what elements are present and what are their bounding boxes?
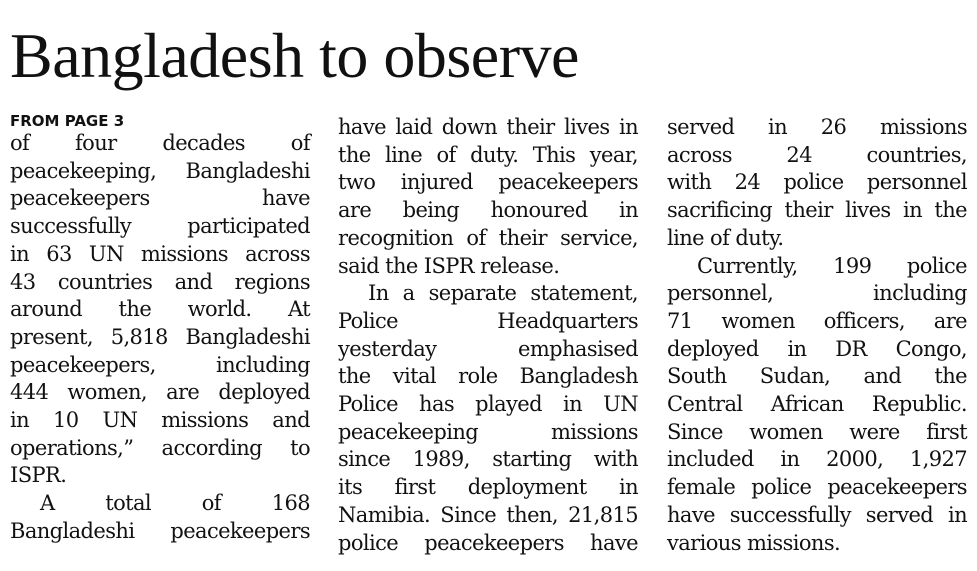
text-line: yesterday emphasised — [338, 336, 638, 361]
text-line: Since women were first — [667, 419, 967, 444]
text-line: across 24 countries, — [667, 142, 967, 167]
text-line: successfully participated — [10, 214, 310, 239]
paragraph — [667, 253, 967, 558]
text-line: police peacekeepers have — [338, 530, 638, 555]
text-line: Currently, 199 police — [697, 253, 967, 278]
text-line: operations,” according to — [10, 435, 310, 460]
text-line: since 1989, starting with — [338, 447, 638, 472]
text-line: A total of 168 — [40, 491, 310, 516]
text-line: in 63 UN missions across — [10, 241, 310, 266]
text-line: Police Headquarters — [338, 308, 638, 333]
column-2-text — [338, 114, 638, 557]
text-line: 43 countries and regions — [10, 269, 310, 294]
text-line: in 10 UN missions and — [10, 408, 310, 433]
text-line: South Sudan, and the — [667, 364, 967, 389]
column-1-text — [10, 130, 310, 546]
text-line: Central African Republic. — [667, 392, 967, 417]
text-line: Namibia. Since then, 21,815 — [338, 502, 638, 527]
text-line: peacekeepers have — [10, 186, 310, 211]
text-line: have laid down their lives in — [338, 115, 638, 139]
text-line: present, 5,818 Bangladeshi — [10, 324, 310, 349]
text-line: various missions. — [667, 530, 841, 555]
text-line: recognition of their service, — [338, 225, 638, 250]
text-line: peacekeeping, Bangladeshi — [10, 158, 310, 183]
kicker-from-page: FROM PAGE 3 — [10, 112, 125, 130]
text-line: personnel, including — [667, 281, 967, 306]
paragraph — [667, 114, 967, 253]
text-line: Bangladeshi peacekeepers — [10, 518, 310, 543]
text-line: the line of duty. This year, — [338, 142, 638, 167]
paragraph — [10, 490, 310, 545]
text-line: 444 women, are deployed — [10, 380, 310, 405]
text-line: sacrificing their lives in the — [667, 198, 967, 223]
text-line: the vital role Bangladesh — [338, 364, 638, 389]
text-line: are being honoured in — [338, 198, 638, 223]
paragraph — [338, 114, 638, 280]
text-line: served in 26 missions — [667, 115, 967, 139]
text-line: peacekeepers, including — [10, 352, 310, 377]
headline: Bangladesh to observe — [10, 20, 579, 91]
text-line: female police peacekeepers — [667, 475, 967, 500]
text-line: line of duty. — [667, 225, 784, 250]
column-3-text — [667, 114, 967, 557]
text-line: In a separate statement, — [368, 281, 638, 306]
text-line: with 24 police personnel — [667, 170, 967, 195]
article-column-2 — [338, 114, 638, 557]
paragraph — [10, 130, 310, 490]
text-line: peacekeeping missions — [338, 419, 638, 444]
article-column-3 — [667, 114, 967, 557]
text-line: its first deployment in — [338, 475, 638, 500]
text-line: 71 women officers, are — [667, 308, 967, 333]
text-line: have successfully served in — [667, 502, 967, 527]
text-line: ISPR. — [10, 463, 67, 488]
text-line: said the ISPR release. — [338, 253, 560, 278]
text-line: two injured peacekeepers — [338, 170, 638, 195]
text-line: around the world. At — [10, 297, 310, 322]
text-line: Police has played in UN — [338, 392, 638, 417]
paragraph — [338, 280, 638, 557]
article-column-1 — [10, 112, 310, 546]
text-line: included in 2000, 1,927 — [667, 447, 967, 472]
text-line: deployed in DR Congo, — [667, 336, 967, 361]
text-line: of four decades of — [10, 131, 310, 155]
